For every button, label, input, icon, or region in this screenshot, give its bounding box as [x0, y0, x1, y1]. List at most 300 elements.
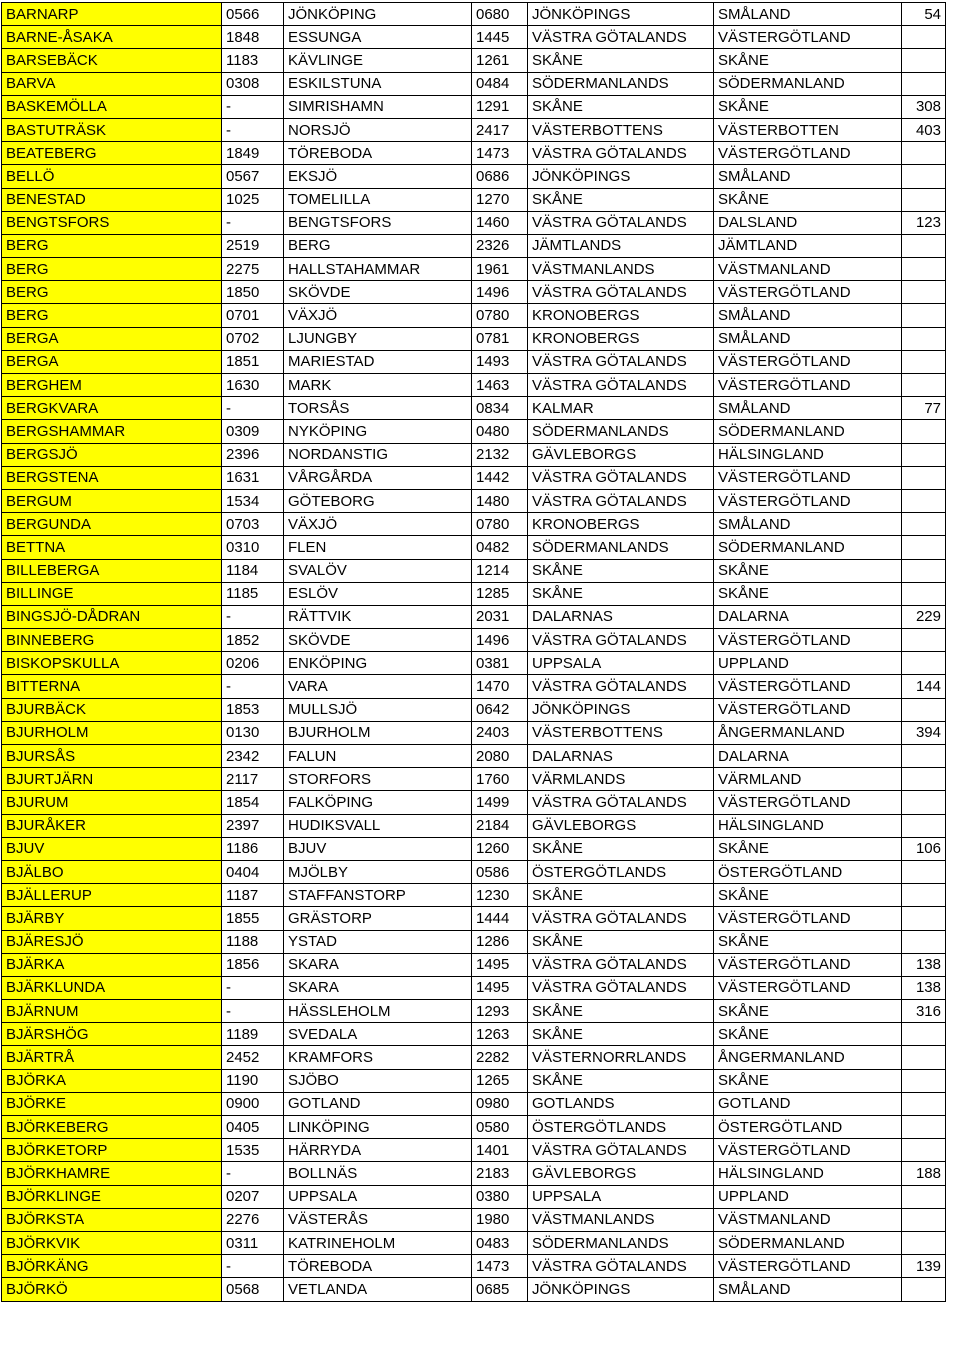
province-cell: GOTLAND [714, 1092, 902, 1115]
province-cell: SMÅLAND [714, 327, 902, 350]
page-number-cell: 106 [902, 837, 946, 860]
place-name-cell: BJÖRKE [2, 1092, 222, 1115]
page-number-cell [902, 1185, 946, 1208]
province-cell: UPPLAND [714, 652, 902, 675]
page-number-cell [902, 513, 946, 536]
parish-code-cell: 1852 [222, 629, 284, 652]
municipality-cell: SKÖVDE [284, 629, 472, 652]
province-cell: UPPLAND [714, 1185, 902, 1208]
parish-code-cell: 0404 [222, 860, 284, 883]
table-row [2, 907, 946, 930]
municipality-code-cell: 0980 [472, 1092, 528, 1115]
table-row [2, 1162, 946, 1185]
table-row [2, 860, 946, 883]
table-row [2, 327, 946, 350]
parish-code-cell: 1186 [222, 837, 284, 860]
parish-code-cell: - [222, 605, 284, 628]
parish-code-cell: - [222, 1000, 284, 1023]
county-cell: SÖDERMANLANDS [528, 420, 714, 443]
municipality-code-cell: 0484 [472, 72, 528, 95]
province-cell: VÄSTERGÖTLAND [714, 142, 902, 165]
place-name-cell: BEATEBERG [2, 142, 222, 165]
municipality-code-cell: 0483 [472, 1231, 528, 1254]
municipality-code-cell: 0380 [472, 1185, 528, 1208]
municipality-code-cell: 1291 [472, 95, 528, 118]
province-cell: HÄLSINGLAND [714, 814, 902, 837]
municipality-code-cell: 0781 [472, 327, 528, 350]
province-cell: VÄSTERGÖTLAND [714, 281, 902, 304]
parish-code-cell: 1856 [222, 953, 284, 976]
parish-code-cell: 1535 [222, 1139, 284, 1162]
place-name-cell: BERGSTENA [2, 466, 222, 489]
municipality-code-cell: 1470 [472, 675, 528, 698]
page-number-cell [902, 1231, 946, 1254]
place-name-cell: BJÄRKA [2, 953, 222, 976]
table-row [2, 281, 946, 304]
municipality-cell: TORSÅS [284, 397, 472, 420]
table-row [2, 768, 946, 791]
place-table-body [2, 3, 946, 1302]
parish-code-cell: 2519 [222, 234, 284, 257]
municipality-cell: LINKÖPING [284, 1116, 472, 1139]
table-row [2, 1139, 946, 1162]
place-table [1, 2, 946, 1302]
municipality-cell: GÖTEBORG [284, 489, 472, 512]
municipality-cell: HÄSSLEHOLM [284, 1000, 472, 1023]
page-number-cell [902, 420, 946, 443]
page-number-cell: 308 [902, 95, 946, 118]
municipality-cell: VÄXJÖ [284, 513, 472, 536]
page-number-cell [902, 350, 946, 373]
place-name-cell: BJÄRSHÖG [2, 1023, 222, 1046]
municipality-code-cell: 1230 [472, 884, 528, 907]
municipality-code-cell: 1293 [472, 1000, 528, 1023]
table-row [2, 350, 946, 373]
table-row [2, 1278, 946, 1301]
municipality-cell: KRAMFORS [284, 1046, 472, 1069]
municipality-code-cell: 1495 [472, 976, 528, 999]
parish-code-cell: 1189 [222, 1023, 284, 1046]
page-number-cell [902, 559, 946, 582]
municipality-cell: NORSJÖ [284, 118, 472, 141]
parish-code-cell: - [222, 211, 284, 234]
table-row [2, 234, 946, 257]
page-number-cell [902, 1139, 946, 1162]
county-cell: JÖNKÖPINGS [528, 165, 714, 188]
county-cell: VÄSTRA GÖTALANDS [528, 489, 714, 512]
province-cell: VÄSTERGÖTLAND [714, 1255, 902, 1278]
municipality-cell: SVEDALA [284, 1023, 472, 1046]
page-number-cell [902, 860, 946, 883]
municipality-code-cell: 1260 [472, 837, 528, 860]
municipality-code-cell: 2184 [472, 814, 528, 837]
table-row [2, 118, 946, 141]
municipality-cell: HALLSTAHAMMAR [284, 258, 472, 281]
province-cell: SMÅLAND [714, 165, 902, 188]
parish-code-cell: - [222, 118, 284, 141]
page-number-cell [902, 327, 946, 350]
place-name-cell: BJURHOLM [2, 721, 222, 744]
parish-code-cell: - [222, 1162, 284, 1185]
page-number-cell: 138 [902, 976, 946, 999]
page-number-cell: 54 [902, 3, 946, 26]
county-cell: SKÅNE [528, 884, 714, 907]
county-cell: DALARNAS [528, 745, 714, 768]
municipality-cell: KATRINEHOLM [284, 1231, 472, 1254]
page-number-cell: 403 [902, 118, 946, 141]
province-cell: VÄSTERGÖTLAND [714, 26, 902, 49]
page-number-cell: 394 [902, 721, 946, 744]
province-cell: SÖDERMANLAND [714, 536, 902, 559]
table-row [2, 629, 946, 652]
municipality-code-cell: 1401 [472, 1139, 528, 1162]
municipality-code-cell: 0780 [472, 304, 528, 327]
municipality-cell: ESSUNGA [284, 26, 472, 49]
municipality-cell: SJÖBO [284, 1069, 472, 1092]
municipality-cell: NORDANSTIG [284, 443, 472, 466]
county-cell: VÄSTRA GÖTALANDS [528, 675, 714, 698]
county-cell: JÖNKÖPINGS [528, 1278, 714, 1301]
place-name-cell: BENESTAD [2, 188, 222, 211]
place-name-cell: BJÖRKA [2, 1069, 222, 1092]
page-number-cell [902, 142, 946, 165]
table-row [2, 211, 946, 234]
parish-code-cell: 2275 [222, 258, 284, 281]
municipality-cell: NYKÖPING [284, 420, 472, 443]
province-cell: SKÅNE [714, 1000, 902, 1023]
place-name-cell: BERG [2, 281, 222, 304]
municipality-code-cell: 2031 [472, 605, 528, 628]
municipality-code-cell: 0680 [472, 3, 528, 26]
page-number-cell [902, 791, 946, 814]
municipality-cell: SVALÖV [284, 559, 472, 582]
province-cell: VÄSTERGÖTLAND [714, 1139, 902, 1162]
table-row [2, 1092, 946, 1115]
parish-code-cell: 0130 [222, 721, 284, 744]
place-name-cell: BJÖRKLINGE [2, 1185, 222, 1208]
place-name-cell: BJÖRKSTA [2, 1208, 222, 1231]
place-name-cell: BJÄRNUM [2, 1000, 222, 1023]
table-row [2, 443, 946, 466]
page-number-cell [902, 443, 946, 466]
parish-code-cell: 1850 [222, 281, 284, 304]
municipality-code-cell: 0482 [472, 536, 528, 559]
municipality-cell: BJUV [284, 837, 472, 860]
place-name-cell: BERGSJÖ [2, 443, 222, 466]
province-cell: SKÅNE [714, 582, 902, 605]
county-cell: VÄSTMANLANDS [528, 1208, 714, 1231]
municipality-cell: MARIESTAD [284, 350, 472, 373]
place-name-cell: BERGSHAMMAR [2, 420, 222, 443]
municipality-code-cell: 1760 [472, 768, 528, 791]
province-cell: VÄSTERGÖTLAND [714, 466, 902, 489]
county-cell: SKÅNE [528, 49, 714, 72]
province-cell: ÅNGERMANLAND [714, 721, 902, 744]
municipality-cell: BERG [284, 234, 472, 257]
municipality-cell: JÖNKÖPING [284, 3, 472, 26]
parish-code-cell: 0701 [222, 304, 284, 327]
county-cell: VÄSTRA GÖTALANDS [528, 907, 714, 930]
municipality-code-cell: 1445 [472, 26, 528, 49]
municipality-cell: MULLSJÖ [284, 698, 472, 721]
municipality-code-cell: 1496 [472, 629, 528, 652]
county-cell: VÄSTRA GÖTALANDS [528, 629, 714, 652]
parish-code-cell: 2117 [222, 768, 284, 791]
table-row [2, 397, 946, 420]
municipality-cell: VÄSTERÅS [284, 1208, 472, 1231]
province-cell: SMÅLAND [714, 1278, 902, 1301]
page-number-cell [902, 188, 946, 211]
table-row [2, 513, 946, 536]
table-row [2, 258, 946, 281]
municipality-code-cell: 0480 [472, 420, 528, 443]
place-name-cell: BASKEMÖLLA [2, 95, 222, 118]
parish-code-cell: 1855 [222, 907, 284, 930]
parish-code-cell: 0568 [222, 1278, 284, 1301]
province-cell: SMÅLAND [714, 3, 902, 26]
municipality-code-cell: 1214 [472, 559, 528, 582]
place-name-cell: BJURBÄCK [2, 698, 222, 721]
province-cell: VÄSTMANLAND [714, 258, 902, 281]
page-number-cell [902, 907, 946, 930]
place-name-cell: BERGUNDA [2, 513, 222, 536]
page-number-cell [902, 745, 946, 768]
county-cell: SKÅNE [528, 559, 714, 582]
place-name-cell: BARNARP [2, 3, 222, 26]
place-name-cell: BINGSJÖ-DÅDRAN [2, 605, 222, 628]
table-row [2, 976, 946, 999]
table-row [2, 188, 946, 211]
page-number-cell: 144 [902, 675, 946, 698]
county-cell: SKÅNE [528, 188, 714, 211]
place-name-cell: BJURSÅS [2, 745, 222, 768]
municipality-cell: SKARA [284, 953, 472, 976]
municipality-code-cell: 1499 [472, 791, 528, 814]
page-number-cell [902, 26, 946, 49]
municipality-code-cell: 0642 [472, 698, 528, 721]
province-cell: SKÅNE [714, 188, 902, 211]
table-row [2, 1069, 946, 1092]
municipality-code-cell: 1460 [472, 211, 528, 234]
province-cell: VÄSTERBOTTEN [714, 118, 902, 141]
county-cell: VÄRMLANDS [528, 768, 714, 791]
table-row [2, 837, 946, 860]
parish-code-cell: 0206 [222, 652, 284, 675]
table-row [2, 814, 946, 837]
county-cell: VÄSTRA GÖTALANDS [528, 1139, 714, 1162]
county-cell: GÄVLEBORGS [528, 443, 714, 466]
parish-code-cell: 1851 [222, 350, 284, 373]
place-name-cell: BASTUTRÄSK [2, 118, 222, 141]
municipality-code-cell: 2403 [472, 721, 528, 744]
province-cell: SMÅLAND [714, 397, 902, 420]
page-number-cell [902, 698, 946, 721]
county-cell: GOTLANDS [528, 1092, 714, 1115]
table-row [2, 675, 946, 698]
municipality-code-cell: 2282 [472, 1046, 528, 1069]
page-number-cell [902, 49, 946, 72]
province-cell: SKÅNE [714, 884, 902, 907]
parish-code-cell: 0308 [222, 72, 284, 95]
municipality-cell: TÖREBODA [284, 1255, 472, 1278]
place-name-cell: BENGTSFORS [2, 211, 222, 234]
place-name-cell: BJÄLBO [2, 860, 222, 883]
page-number-cell [902, 1023, 946, 1046]
table-row [2, 1208, 946, 1231]
county-cell: SKÅNE [528, 1069, 714, 1092]
county-cell: KRONOBERGS [528, 304, 714, 327]
page-number-cell [902, 884, 946, 907]
parish-code-cell: 0702 [222, 327, 284, 350]
place-name-cell: BETTNA [2, 536, 222, 559]
province-cell: VÄSTERGÖTLAND [714, 489, 902, 512]
page-number-cell [902, 1208, 946, 1231]
parish-code-cell: 0309 [222, 420, 284, 443]
place-name-cell: BARVA [2, 72, 222, 95]
place-name-cell: BERG [2, 258, 222, 281]
municipality-cell: STAFFANSTORP [284, 884, 472, 907]
province-cell: SÖDERMANLAND [714, 72, 902, 95]
municipality-cell: FALKÖPING [284, 791, 472, 814]
parish-code-cell: 2342 [222, 745, 284, 768]
place-name-cell: BILLEBERGA [2, 559, 222, 582]
place-name-cell: BERG [2, 234, 222, 257]
municipality-cell: GRÄSTORP [284, 907, 472, 930]
county-cell: GÄVLEBORGS [528, 814, 714, 837]
province-cell: VÄSTERGÖTLAND [714, 698, 902, 721]
place-name-cell: BINNEBERG [2, 629, 222, 652]
place-name-cell: BITTERNA [2, 675, 222, 698]
county-cell: VÄSTMANLANDS [528, 258, 714, 281]
municipality-cell: MJÖLBY [284, 860, 472, 883]
province-cell: SMÅLAND [714, 513, 902, 536]
municipality-code-cell: 0580 [472, 1116, 528, 1139]
municipality-code-cell: 1961 [472, 258, 528, 281]
page-number-cell: 316 [902, 1000, 946, 1023]
county-cell: SÖDERMANLANDS [528, 1231, 714, 1254]
municipality-cell: LJUNGBY [284, 327, 472, 350]
municipality-code-cell: 1442 [472, 466, 528, 489]
parish-code-cell: 1188 [222, 930, 284, 953]
place-name-cell: BJÄRKLUNDA [2, 976, 222, 999]
municipality-cell: SKÖVDE [284, 281, 472, 304]
parish-code-cell: 0310 [222, 536, 284, 559]
page-number-cell [902, 281, 946, 304]
place-name-cell: BISKOPSKULLA [2, 652, 222, 675]
table-row [2, 1000, 946, 1023]
parish-code-cell: 0900 [222, 1092, 284, 1115]
place-name-cell: BJÖRKÖ [2, 1278, 222, 1301]
province-cell: JÄMTLAND [714, 234, 902, 257]
place-name-cell: BJÖRKETORP [2, 1139, 222, 1162]
place-name-cell: BERGA [2, 327, 222, 350]
province-cell: VÄSTERGÖTLAND [714, 350, 902, 373]
parish-code-cell: 1849 [222, 142, 284, 165]
table-row [2, 72, 946, 95]
province-cell: SKÅNE [714, 837, 902, 860]
place-name-cell: BJURUM [2, 791, 222, 814]
municipality-code-cell: 0381 [472, 652, 528, 675]
parish-code-cell: 1183 [222, 49, 284, 72]
county-cell: ÖSTERGÖTLANDS [528, 1116, 714, 1139]
parish-code-cell: 0311 [222, 1231, 284, 1254]
municipality-code-cell: 1496 [472, 281, 528, 304]
page-number-cell [902, 489, 946, 512]
county-cell: VÄSTRA GÖTALANDS [528, 211, 714, 234]
table-row [2, 95, 946, 118]
municipality-cell: VÅRGÅRDA [284, 466, 472, 489]
table-row [2, 1231, 946, 1254]
municipality-code-cell: 1480 [472, 489, 528, 512]
place-name-cell: BERGA [2, 350, 222, 373]
province-cell: ÖSTERGÖTLAND [714, 860, 902, 883]
table-row [2, 374, 946, 397]
parish-code-cell: - [222, 95, 284, 118]
municipality-cell: MARK [284, 374, 472, 397]
page-number-cell: 138 [902, 953, 946, 976]
place-name-cell: BERGUM [2, 489, 222, 512]
municipality-cell: HUDIKSVALL [284, 814, 472, 837]
parish-code-cell: 1854 [222, 791, 284, 814]
province-cell: VÄSTERGÖTLAND [714, 791, 902, 814]
municipality-cell: UPPSALA [284, 1185, 472, 1208]
province-cell: VÄSTERGÖTLAND [714, 629, 902, 652]
municipality-cell: SKARA [284, 976, 472, 999]
county-cell: JÄMTLANDS [528, 234, 714, 257]
municipality-code-cell: 0586 [472, 860, 528, 883]
county-cell: KALMAR [528, 397, 714, 420]
table-row [2, 420, 946, 443]
place-name-cell: BJÖRKHAMRE [2, 1162, 222, 1185]
municipality-cell: ENKÖPING [284, 652, 472, 675]
parish-code-cell: 1185 [222, 582, 284, 605]
county-cell: KRONOBERGS [528, 513, 714, 536]
page-number-cell [902, 466, 946, 489]
parish-code-cell: 1190 [222, 1069, 284, 1092]
province-cell: SKÅNE [714, 95, 902, 118]
municipality-cell: TOMELILLA [284, 188, 472, 211]
table-row [2, 49, 946, 72]
table-row [2, 1023, 946, 1046]
province-cell: HÄLSINGLAND [714, 443, 902, 466]
parish-code-cell: 1184 [222, 559, 284, 582]
table-row [2, 3, 946, 26]
page-number-cell [902, 258, 946, 281]
province-cell: VÄSTERGÖTLAND [714, 675, 902, 698]
municipality-cell: BOLLNÄS [284, 1162, 472, 1185]
municipality-cell: FLEN [284, 536, 472, 559]
county-cell: JÖNKÖPINGS [528, 3, 714, 26]
page-number-cell [902, 629, 946, 652]
county-cell: VÄSTRA GÖTALANDS [528, 1255, 714, 1278]
municipality-code-cell: 1463 [472, 374, 528, 397]
province-cell: VÄRMLAND [714, 768, 902, 791]
province-cell: VÄSTERGÖTLAND [714, 976, 902, 999]
place-name-cell: BILLINGE [2, 582, 222, 605]
county-cell: VÄSTERNORRLANDS [528, 1046, 714, 1069]
page-number-cell [902, 814, 946, 837]
parish-code-cell: 0566 [222, 3, 284, 26]
municipality-code-cell: 0834 [472, 397, 528, 420]
county-cell: JÖNKÖPINGS [528, 698, 714, 721]
page-number-cell [902, 536, 946, 559]
table-row [2, 605, 946, 628]
place-name-cell: BJÄRESJÖ [2, 930, 222, 953]
page-number-cell [902, 1069, 946, 1092]
table-row [2, 1255, 946, 1278]
county-cell: VÄSTRA GÖTALANDS [528, 976, 714, 999]
municipality-cell: ESKILSTUNA [284, 72, 472, 95]
